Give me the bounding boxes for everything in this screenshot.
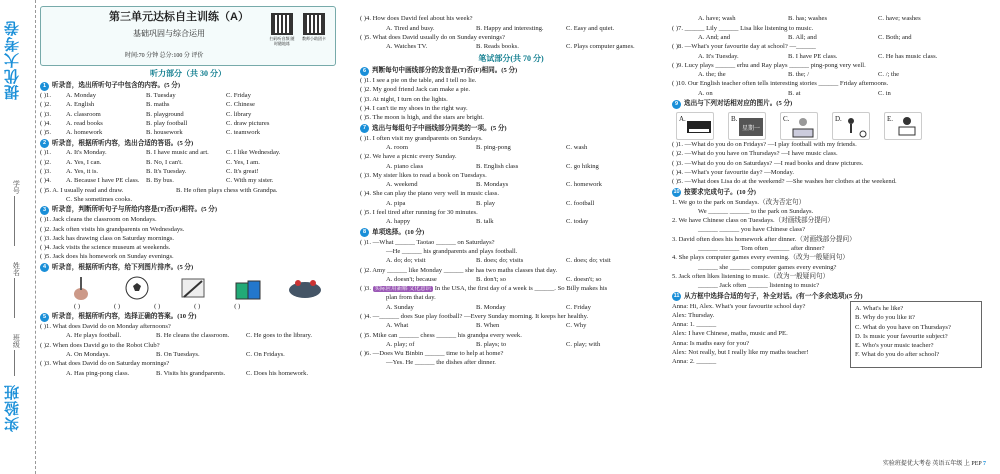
option-row (40, 149, 336, 157)
option-item: A. Monday (66, 91, 97, 99)
option-item[interactable]: B. English class (476, 162, 519, 170)
answer-blank[interactable]: ( )2. (40, 158, 51, 166)
picture-row (676, 112, 992, 140)
column-1 (40, 6, 336, 379)
question-heading: 11 从方框中选择合适的句子，补全对话。(有一个多余选项)(5 分) (673, 292, 863, 300)
judge-item[interactable]: ( )4. Jack visits the science museum at weekends. (40, 244, 171, 252)
column-2 (360, 14, 662, 369)
option-item: C. Chinese (226, 101, 255, 109)
question-heading: 2 听录音，根据所听内容，选出合适的答语。(5 分) (40, 139, 336, 148)
written-section-title: 笔试部分(共 70 分) (478, 54, 544, 64)
option-item[interactable]: C. Why (566, 322, 587, 330)
football-players-icon (841, 115, 869, 139)
dialogue-line: Alex: Thursday. (672, 311, 715, 319)
question-heading: 7 选出与每组句子中画线部分同类的一项。(5 分) (360, 124, 662, 133)
option-item: C. draw pictures (226, 119, 270, 127)
dialogue-section (672, 301, 992, 367)
option-item[interactable]: B. I have PE class. (788, 52, 838, 60)
listening-section-title: 听力部分（共 30 分） (150, 69, 226, 78)
option-item: A. homework (66, 129, 103, 137)
question-text[interactable]: ( )3. My sister likes to read a book on Tuesdays. (360, 171, 487, 179)
option-item: B. housework (146, 129, 183, 137)
judge-item[interactable]: ( )3. Jack has drawing class on Saturday mornings. (40, 234, 175, 242)
question-number-badge: 3 (40, 206, 49, 215)
option-item: C. teamwork (226, 129, 261, 137)
judge-item[interactable]: ( )3. At night, I turn on the lights. (360, 95, 448, 103)
choice-option: F. What do you do after school? (855, 350, 940, 358)
option-item[interactable]: C. play; with (566, 340, 601, 348)
option-row (360, 163, 662, 171)
judge-item[interactable]: ( )4. I can't tie my shoes in the right way. (360, 105, 468, 113)
name-label: 姓名 (12, 262, 21, 276)
option-item[interactable]: A. He plays football. (66, 332, 122, 340)
rewrite-answer[interactable]: We ______ ______ to the park on Sundays. (698, 207, 814, 215)
option-item[interactable]: C. does; do; visit (566, 257, 611, 265)
question-text[interactable]: ( )6. —Does Wu Binbin ______ time to help at home? (360, 350, 504, 358)
option-item[interactable]: A. Has ping-pong class. (66, 369, 130, 377)
option-item[interactable]: A. weekend (386, 181, 418, 189)
choice-option: A. What's he like? (855, 305, 904, 313)
question-number-badge: 10 (673, 189, 680, 196)
rewrite-answer[interactable]: ______ she ______ computer games every evening? (698, 263, 837, 271)
option-item[interactable]: B. Happy and interesting. (476, 24, 544, 32)
option-row (40, 177, 336, 185)
answer-blank[interactable]: ( ) (114, 302, 121, 310)
option-item[interactable]: A. on (698, 89, 713, 97)
question-number-badge: 8 (360, 228, 369, 237)
option-item[interactable]: A. have; wash (698, 15, 736, 23)
option-item: B. maths (146, 101, 170, 109)
option-row (40, 129, 336, 137)
option-row (40, 168, 336, 176)
option-item: A. It's Monday. (66, 149, 107, 157)
option-item[interactable]: B. Reads books. (476, 43, 519, 51)
option-item[interactable]: C. Both; and (878, 33, 912, 41)
option-item: B. It's Tuesday. (146, 168, 187, 176)
option-row (672, 90, 992, 98)
washing-icon (789, 115, 817, 139)
option-item[interactable]: B. play (476, 199, 496, 207)
option-item[interactable]: C. go hiking (566, 162, 599, 170)
question-text-cont: —Yes. He ______ the dishes after dinner. (386, 359, 496, 367)
option-row (360, 322, 662, 330)
page-title: 第三单元达标自主训练（A） (109, 11, 249, 23)
option-row (360, 181, 662, 189)
question-text[interactable]: ( )2. We have a picnic every Sunday. (360, 153, 457, 161)
option-item[interactable]: C. /; the (878, 71, 900, 79)
option-item[interactable]: A. do; do; visit (386, 257, 426, 265)
rewrite-question: 3. David often does his homework after dinner.（对画线部分提问） (672, 235, 856, 243)
answer-blank[interactable]: ( ) (234, 302, 241, 310)
question-heading: 10 按要求完成句子。(10 分) (673, 188, 756, 196)
class-label: 班级 (12, 334, 21, 348)
option-item[interactable]: C. He has music class. (878, 52, 938, 60)
option-item: A. read books (66, 119, 103, 127)
option-item[interactable]: B. does; do; visits (476, 257, 524, 265)
question-text[interactable]: ( )8. —What's your favourite day at school? —______ (672, 43, 816, 51)
piano-icon (685, 115, 713, 139)
picture-d: D. (832, 112, 870, 140)
picture-b: B. 星期一 (728, 112, 766, 140)
reading-icon (893, 115, 921, 139)
option-row (40, 159, 336, 167)
option-row (672, 34, 992, 42)
question-heading: 8 单项选择。(10 分) (360, 228, 662, 237)
choice-box (850, 301, 982, 367)
id-label: 学号 (12, 180, 21, 194)
option-row (360, 304, 662, 312)
question-heading: 1 听录音，选出所听句子中包含的内容。(5 分) (40, 82, 336, 91)
id-line (14, 196, 15, 246)
dialogue-line: Anna: Is maths easy for you? (672, 339, 750, 347)
option-item: A. classroom (66, 110, 101, 118)
option-item[interactable]: A. piano class (386, 162, 424, 170)
judge-item[interactable]: ( )1. I see a pie on the table, and I tell no lie. (360, 77, 477, 85)
option-item: C. Friday (226, 91, 251, 99)
option-item: C. It's great! (226, 168, 259, 176)
option-item[interactable]: B. plays; to (476, 340, 507, 348)
rewrite-question: 4. She plays computer games every evening.（改为一般疑问句） (672, 254, 849, 262)
option-item: A. English (66, 101, 95, 109)
books-icon (230, 275, 268, 301)
drawing-icon (174, 275, 212, 301)
judge-item[interactable]: ( )5. Jack does his homework on Sunday evenings. (40, 253, 174, 261)
qr-caption-1: 扫码听音频 随时随地练 (269, 36, 295, 46)
question-text[interactable]: ( )10. Our English teacher often tells interesting stories ______ Friday afternoons. (672, 80, 889, 88)
question-text-cont: —He ______ his grandparents and plays football. (386, 247, 518, 255)
option-row (360, 257, 662, 265)
brand-logo-top: 提优大考卷 (4, 20, 21, 100)
option-item[interactable]: B. at (788, 89, 801, 97)
question-text[interactable]: ( )4. How does David feel about his week? (360, 15, 473, 23)
qr-caption-2: 教师小助团卡 (302, 36, 326, 41)
option-item[interactable]: A. doesn't; because (386, 275, 437, 283)
question-number[interactable]: ( )3. (360, 285, 371, 293)
option-item[interactable]: C. homework (566, 181, 602, 189)
judge-item[interactable]: ( )2. My good friend Jack can make a pie. (360, 86, 471, 94)
option-item[interactable]: B. On Tuesdays. (156, 350, 200, 358)
choice-option: E. Who's your music teacher? (855, 341, 934, 349)
option-item: C. Yes, I am. (226, 158, 260, 166)
question-text[interactable]: ( )2. When does David go to the Robot Club? (40, 341, 160, 349)
question-heading: 6 判断每句中画线部分的发音是(T)否(F)相同。(5 分) (360, 67, 662, 76)
option-item[interactable]: A. What (386, 322, 409, 330)
question-text[interactable]: ( )5. Mike can ______ chess ______ his grandpa every week. (360, 331, 522, 339)
picture-e: E. (884, 112, 922, 140)
option-row (360, 341, 662, 349)
choice-option: C. What do you have on Thursdays? (855, 323, 951, 331)
page-subtitle: 基础巩固与综合运用 (133, 29, 205, 38)
option-item[interactable]: C. wash (566, 143, 588, 151)
svg-text:星期一: 星期一 (741, 125, 761, 132)
question-text[interactable]: ( )2. Amy ______ like Monday ______ she has two maths classes that day. (360, 266, 558, 274)
option-item: B. playground (146, 110, 184, 118)
option-item[interactable]: B. When (476, 322, 500, 330)
option-row (40, 101, 336, 109)
dialogue-line: Anna: 2. ______ (672, 358, 717, 366)
question-heading: 3 听录音，判断所听句子与所给内容是(T)否(F)相符。(5 分) (40, 206, 336, 215)
option-row (672, 53, 992, 61)
rewrite-answer[interactable]: ______ ______ you have Chinese class? (698, 226, 806, 234)
choice-option: D. Is music your favourite subject? (855, 332, 948, 340)
rewrite-question: 2. We have Chinese class on Tuesdays.（对画线部分提问） (672, 217, 834, 225)
option-item[interactable]: B. Monday (476, 303, 506, 311)
option-item[interactable]: A. Watches TV. (386, 43, 428, 51)
question-number-badge: 4 (40, 263, 49, 272)
option-item[interactable]: B. He cleans the classroom. (156, 332, 230, 340)
brand-logo-bottom: 实验班 (4, 384, 21, 432)
topic-tag: 实际应用新解 文化意识 (374, 286, 432, 293)
option-item[interactable]: A. And; and (698, 33, 731, 41)
binding-strip (0, 0, 36, 474)
answer-blank[interactable]: ( )1. (40, 149, 51, 157)
question-text-rest: In the USA, the first day of a week is ______. So Billy makes his (434, 285, 608, 293)
option-row (360, 218, 662, 226)
question-number-badge: 6 (360, 67, 369, 76)
match-item[interactable]: ( )4. —What's your favourite day? —Monday. (672, 168, 794, 176)
option-item[interactable]: A. Sunday (386, 303, 414, 311)
question-text[interactable]: ( )7. ______ Lily ______ Lisa like listening to music. (672, 24, 814, 32)
question-text[interactable]: ( )9. Lucy plays ______ erhu and Ray plays ______ ping-pong very well. (672, 61, 866, 69)
ping-pong-icon (286, 275, 324, 301)
question-text-cont: plan from that day. (386, 294, 436, 302)
option-item[interactable]: C. doesn't; so (566, 275, 602, 283)
option-item[interactable]: A. Tired and busy. (386, 24, 435, 32)
option-item[interactable]: B. talk (476, 218, 494, 226)
answer-blank[interactable]: ( )3. (40, 168, 51, 176)
choice-option: B. Why do you like it? (855, 314, 915, 322)
option-item[interactable]: A. It's Tuesday. (698, 52, 739, 60)
page-number: 7 (983, 460, 986, 467)
option-item[interactable]: C. football (566, 199, 595, 207)
option-row (40, 370, 336, 378)
name-line (14, 278, 15, 318)
answer-blank[interactable]: ( )4. (40, 119, 51, 127)
option-item[interactable]: C. Does his homework. (246, 369, 309, 377)
option-item: B. I have music and art. (146, 149, 209, 157)
question-number-badge: 11 (673, 293, 680, 300)
match-item[interactable]: ( )5. —What does Lisa do at the weekend? —She washes her clothes at the weekend. (672, 178, 897, 186)
option-item[interactable]: A. room (386, 143, 408, 151)
option-row (360, 144, 662, 152)
question-text[interactable]: ( )5. I feel tired after running for 30 minutes. (360, 209, 478, 217)
option-row (40, 351, 336, 359)
option-item[interactable]: A. happy (386, 218, 411, 226)
class-line (14, 350, 15, 376)
answer-blank[interactable]: ( )1. (40, 91, 51, 99)
question-text[interactable]: ( )1. —What ______ Taotao ______ on Saturdays? (360, 238, 495, 246)
football-icon (118, 275, 156, 301)
option-item: B. play football (146, 119, 188, 127)
option-item[interactable]: B. Mondays (476, 181, 509, 189)
question-number-badge: 7 (360, 124, 369, 133)
option-item[interactable]: A. the; the (698, 71, 726, 79)
match-item[interactable]: ( )2. —What do you have on Thursdays? —I have music class. (672, 150, 838, 158)
calendar-icon (737, 115, 765, 139)
picture-a: A. (676, 112, 714, 140)
question-text[interactable]: ( )4. —______ does Sue play football? —Every Sunday morning. It keeps her healthy. (360, 313, 589, 320)
question-text[interactable]: ( )3. What does David do on Saturday mornings? (40, 360, 170, 368)
option-row (360, 25, 662, 33)
answer-blank[interactable]: ( )5. (40, 129, 51, 137)
option-item[interactable]: B. Visits his grandparents. (156, 369, 226, 377)
option-item[interactable]: C. today (566, 218, 589, 226)
option-row: C. She sometimes cooks. (66, 195, 133, 203)
pipa-icon (62, 275, 100, 301)
picture-row (62, 275, 336, 301)
question-number-badge: 2 (40, 139, 49, 148)
answer-blank[interactable]: ( )2. (40, 101, 51, 109)
option-item[interactable]: C. On Fridays. (246, 350, 285, 358)
option-row (360, 276, 662, 284)
dialogue-line: Alex: I have Chinese, maths, music and PE. (672, 330, 788, 338)
question-number-badge: 5 (40, 313, 49, 322)
question-text (360, 285, 662, 293)
option-item[interactable]: A. pipa (386, 199, 406, 207)
qr-code-icon[interactable] (303, 13, 325, 35)
page-footer: 实验班提优大考卷 英语五年级 上 PEP 7 (882, 460, 986, 467)
match-item[interactable]: ( )1. —What do you do on Fridays? —I play football with my friends. (672, 141, 857, 149)
question-heading: 9 选出与下列对话相对应的图片。(5 分) (672, 100, 992, 109)
option-item: A. Yes, it is. (66, 168, 99, 176)
option-row (40, 120, 336, 128)
answer-blank[interactable]: ( )4. (40, 177, 51, 185)
column-3 (672, 14, 992, 368)
option-item: B. By bus. (146, 177, 174, 185)
answer-blank[interactable]: ( ) (154, 302, 161, 310)
judge-item[interactable]: ( )2. Jack often visits his grandparents on Wednesdays. (40, 225, 185, 233)
rewrite-question: 1. We go to the park on Sundays.（改为否定句） (672, 198, 806, 206)
option-item[interactable]: B. ping-pong (476, 143, 511, 151)
qr-code-icon[interactable] (271, 13, 293, 35)
option-item[interactable]: C. Friday (566, 303, 591, 311)
dialogue-line: Alex: Not really, but I really like my maths teacher! (672, 349, 809, 356)
option-item[interactable]: C. have; washes (878, 15, 921, 23)
option-row (40, 111, 336, 119)
option-row (360, 43, 662, 51)
option-row (672, 15, 992, 23)
option-row: ( )5. A. I usually read and draw. B. He often plays chess with Grandpa. (40, 186, 278, 194)
judge-item[interactable]: ( )5. The moon is high, and the stars are bright. (360, 114, 484, 122)
option-item[interactable]: A. play; of (386, 340, 415, 348)
match-item[interactable]: ( )3. —What do you do on Saturdays? —I read books and draw pictures. (672, 159, 864, 167)
option-row (40, 92, 336, 100)
option-item[interactable]: C. Easy and quiet. (566, 24, 615, 32)
option-item[interactable]: C. Plays computer games. (566, 43, 635, 51)
rewrite-question: 5. Jack often likes listening to music.（改为一般疑问句） (672, 272, 830, 280)
question-text[interactable]: ( )4. She can play the piano very well in music class. (360, 190, 499, 198)
question-number-badge: 1 (40, 82, 49, 91)
question-heading: 5 听录音，根据所听内容，选择正确的答案。(10 分) (40, 313, 336, 322)
dialogue-line: Anna: Hi, Alex. What's your favourite school day? (672, 302, 806, 310)
option-row (40, 332, 336, 340)
rewrite-answer[interactable]: ______ Jack often ______ listening to music? (698, 282, 820, 290)
option-item: A. Yes, I can. (66, 158, 102, 166)
question-text[interactable]: ( )5. What does David usually do on Sunday evenings? (360, 33, 505, 41)
question-number-badge: 9 (672, 100, 681, 109)
option-item: B. Tuesday (146, 91, 176, 99)
rewrite-answer[interactable]: ______ ______ Tom often ______ after dinner? (698, 245, 825, 253)
exam-meta: 时间:70 分钟 总分:100 分 评价 (125, 53, 204, 59)
option-item: B. No, I can't. (146, 158, 183, 166)
option-row (672, 71, 992, 79)
option-item[interactable]: C. He goes to the library. (246, 332, 313, 340)
judge-item[interactable]: ( )1. Jack cleans the classroom on Mondays. (40, 216, 157, 224)
exam-header (40, 6, 336, 66)
option-item[interactable]: C. in (878, 89, 891, 97)
question-text[interactable]: ( )1. What does David do on Monday afternoons? (40, 323, 171, 331)
option-item[interactable]: B. don't; so (476, 275, 506, 283)
option-item[interactable]: A. On Mondays. (66, 350, 110, 358)
picture-c: C. (780, 112, 818, 140)
answer-blank[interactable]: ( ) (74, 302, 81, 310)
answer-blank[interactable]: ( ) (194, 302, 201, 310)
option-item[interactable]: B. has; washes (788, 15, 828, 23)
question-heading: 4 听录音，根据所听内容，给下列图片排序。(5 分) (40, 263, 336, 272)
answer-blank[interactable]: ( )3. (40, 110, 51, 118)
question-text[interactable]: ( )1. I often visit my grandparents on Sundays. (360, 134, 483, 142)
option-row (360, 200, 662, 208)
option-item: C. library (226, 110, 252, 118)
option-item: C. With my sister. (226, 177, 274, 185)
option-item[interactable]: B. All; and (788, 33, 817, 41)
option-item: C. I like Wednesday. (226, 149, 281, 157)
option-item[interactable]: B. the; / (788, 71, 810, 79)
option-item: A. Because I have PE class. (66, 177, 140, 185)
dialogue-line: Anna: 1. ______ (672, 321, 717, 329)
